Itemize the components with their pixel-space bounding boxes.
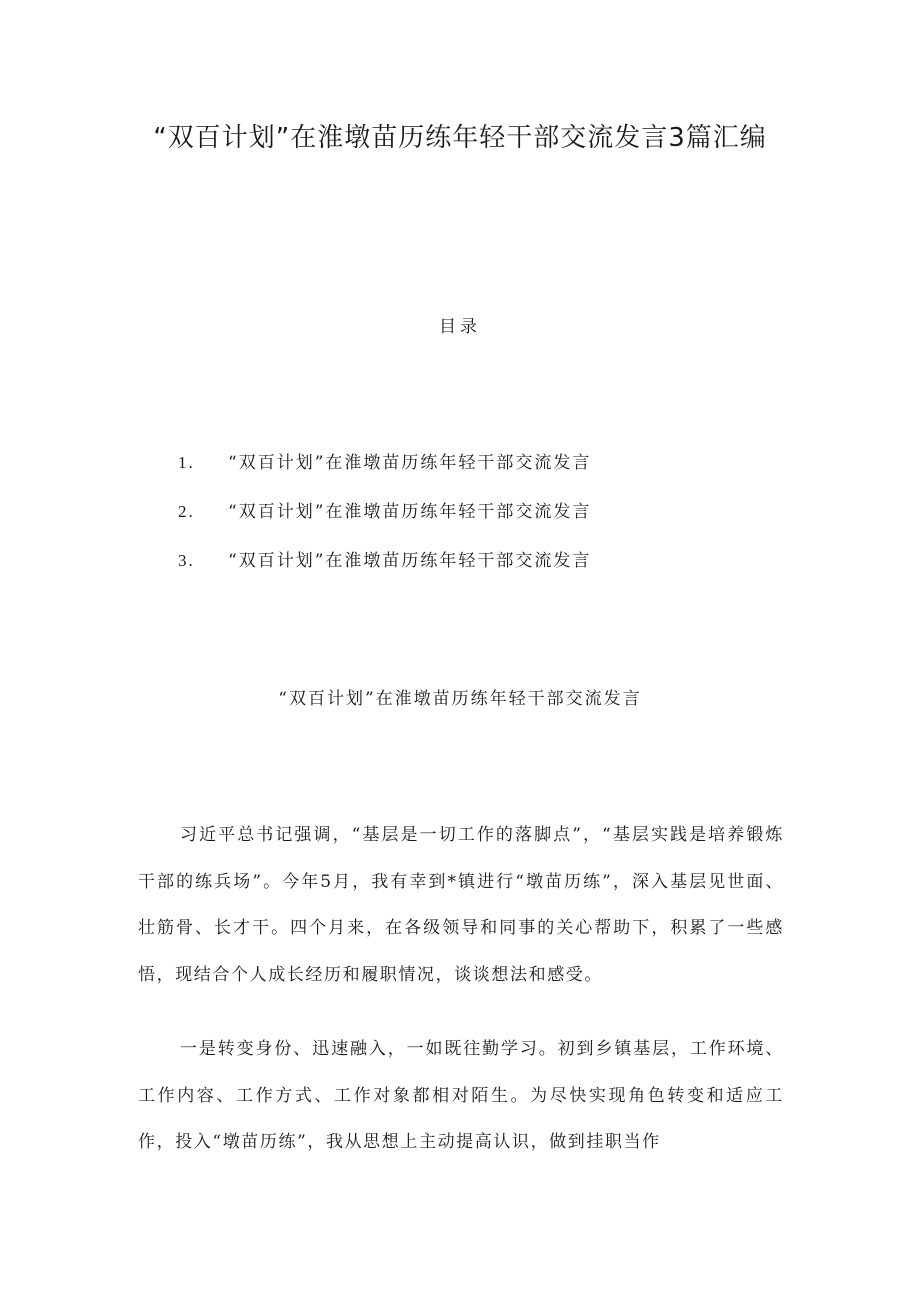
section-title: “双百计划”在淮墩苗历练年轻干部交流发言 [278, 689, 642, 709]
table-of-contents [178, 448, 591, 595]
toc-item-text: “双百计划”在淮墩苗历练年轻干部交流发言 [228, 551, 592, 571]
toc-item-number: 2. [178, 502, 195, 521]
toc-item-number: 1. [178, 453, 195, 472]
body-paragraph: 一是转变身份、迅速融入，一如既往勤学习。初到乡镇基层，工作环境、工作内容、工作方式、工作对象都相对陌生。为尽快实现角色转变和适应工作，投入“墩苗历练”，我从思想上主动提高认识，做到挂职当作 [138, 1039, 784, 1152]
toc-item-text: “双百计划”在淮墩苗历练年轻干部交流发言 [228, 502, 592, 522]
toc-item-text: “双百计划”在淮墩苗历练年轻干部交流发言 [228, 453, 592, 473]
toc-item[interactable] [178, 546, 591, 595]
body-paragraph: 习近平总书记强调，“基层是一切工作的落脚点”，“基层实践是培养锻炼干部的练兵场”。今年5月，我有幸到*镇进行“墩苗历练”，深入基层见世面、壮筋骨、长才干。四个月来，在各级领导和同事的关心帮助下，积累了一些感悟，现结合个人成长经历和履职情况，谈谈想法和感受。 [138, 825, 784, 985]
toc-item-number: 3. [178, 551, 195, 570]
toc-item[interactable] [178, 497, 591, 546]
toc-heading: 目录 [439, 317, 481, 337]
document-title: “双百计划”在淮墩苗历练年轻干部交流发言3篇汇编 [153, 123, 767, 153]
toc-item[interactable] [178, 448, 591, 497]
